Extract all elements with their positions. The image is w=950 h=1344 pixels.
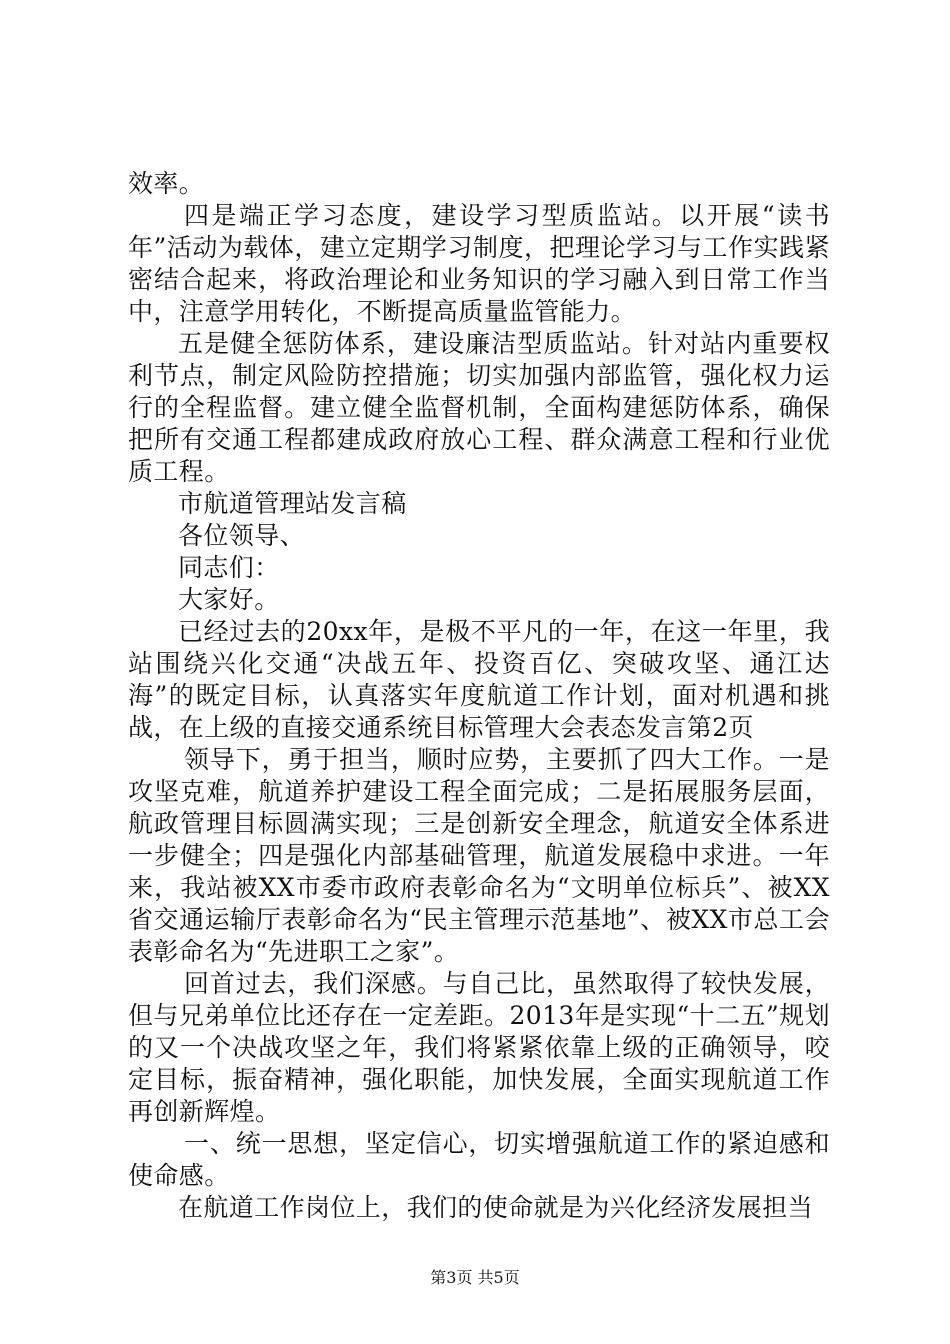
paragraph-9: 领导下，勇于担当，顺时应势，主要抓了四大工作。一是攻坚克难，航道养护建设工程全面完成；二是拓展服务层面，航政管理目标圆满实现；三是创新安全理念，航道安全体系进一步健全；四是强化内部基础管理，航道发展稳中求进。一年来，我站被XX市委市政府表彰命名为“文明单位标兵”、被XX省交通运输厅表彰命名为“民主管理示范基地”、被XX市总工会表彰命名为“先进职工之家”。 — [128, 745, 830, 966]
document-body — [128, 168, 830, 1224]
paragraph-10: 回首过去，我们深感。与自己比，虽然取得了较快发展，但与兄弟单位比还存在一定差距。2013年是实现“十二五”规划的又一个决战攻坚之年，我们将紧紧依靠上级的正确领导，咬定目标，振奋精神，强化职能，加快发展，全面实现航道工作再创新辉煌。 — [128, 969, 830, 1126]
paragraph-8: 已经过去的20xx年，是极不平凡的一年，在这一年里，我站围绕兴化交通“决战五年、投资百亿、突破攻坚、通江达海”的既定目标，认真落实年度航道工作计划，面对机遇和挑战，在上级的直接交通系统目标管理大会表态发言第2页 — [128, 617, 830, 742]
paragraph-1: 效率。 — [128, 169, 205, 198]
greeting: 大家好。 — [178, 585, 280, 614]
speech-title: 市航道管理站发言稿 — [178, 489, 407, 518]
section-heading-1: 一、统一思想，坚定信心，切实增强航道工作的紧迫感和使命感。 — [128, 1129, 830, 1190]
salutation-comrades: 同志们： — [178, 553, 280, 582]
paragraph-12: 在航道工作岗位上，我们的使命就是为兴化经济发展担当 — [178, 1193, 814, 1222]
page-number-footer: 第3页 共5页 — [430, 1268, 520, 1287]
salutation-leaders: 各位领导、 — [178, 521, 306, 550]
paragraph-2: 四是端正学习态度，建设学习型质监站。以开展“读书年”活动为载体，建立定期学习制度，把理论学习与工作实践紧密结合起来，将政治理论和业务知识的学习融入到日常工作当中，注意学用转化，不断提高质量监管能力。 — [128, 201, 830, 326]
paragraph-3: 五是健全惩防体系，建设廉洁型质监站。针对站内重要权利节点，制定风险防控措施；切实加强内部监管，强化权力运行的全程监督。建立健全监督机制，全面构建惩防体系，确保把所有交通工程都建成政府放心工程、群众满意工程和行业优质工程。 — [128, 329, 830, 486]
